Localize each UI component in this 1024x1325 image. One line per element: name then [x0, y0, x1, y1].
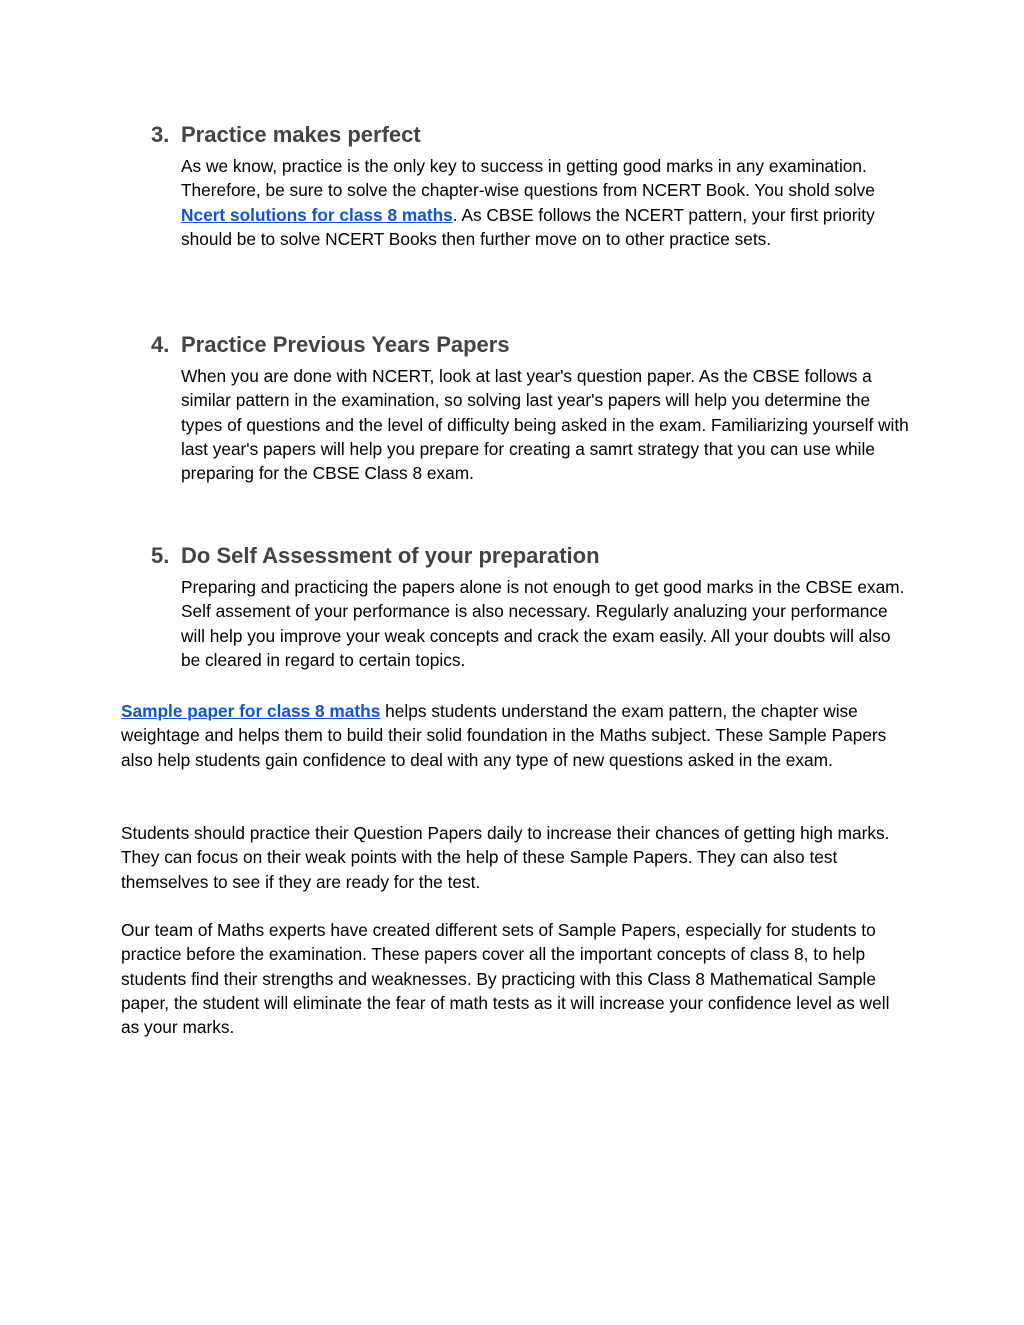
section-number: 3.: [151, 122, 170, 147]
section-heading: [121, 541, 921, 575]
paragraph-daily-practice: Students should practice their Question Papers daily to increase their chances of getting high marks. They can focus on their weak points with the help of these Sample Papers. They can also test themselves to see if they are ready for the test.: [121, 823, 890, 892]
body-text: As we know, practice is the only key to success in getting good marks in any examination. Therefore, be sure to solve the chapter-wise questions from NCERT Book. You shold solve: [181, 156, 875, 201]
section-title: Practice Previous Years Papers: [181, 332, 510, 357]
section-number: 4.: [151, 332, 170, 357]
section-heading: [121, 120, 921, 154]
section-body: Preparing and practicing the papers alone is not enough to get good marks in the CBSE exam. Self assement of your performance is also necessary. Regularly analuzing your performance will help you improve your weak concepts and crack the exam easily. All your doubts will also be cleared in regard to certain topics.: [181, 577, 905, 670]
section-title: Do Self Assessment of your preparation: [181, 543, 600, 568]
section-self-assessment: [121, 541, 921, 672]
section-practice-makes-perfect: [121, 120, 921, 251]
body-text: . As CBSE follows the NCERT pattern, your first priority should be to solve NCERT Books then further move on to other practice sets.: [181, 204, 875, 249]
section-heading: [121, 330, 921, 364]
section-body: When you are done with NCERT, look at last year's question paper. As the CBSE follows a similar pattern in the examination, so solving last year's papers will help you determine the types of questions and the level of difficulty being asked in the exam. Familiarizing yourself with last year's papers will help you prepare for creating a samrt strategy that you can use while preparing for the CBSE Class 8 exam.: [181, 366, 909, 484]
section-body: [181, 154, 911, 251]
sample-paper-link[interactable]: Sample paper for class 8 maths: [121, 701, 381, 721]
section-previous-years-papers: [121, 330, 921, 485]
paragraph-text: helps students understand the exam pattern, the chapter wise weightage and helps them to build their solid foundation in the Maths subject. These Sample Papers also help students gain confidence to deal with any type of new questions asked in the exam.: [121, 701, 887, 770]
section-title: Practice makes perfect: [181, 122, 421, 147]
paragraph-maths-experts: Our team of Maths experts have created different sets of Sample Papers, especially for students to practice before the examination. These papers cover all the important concepts of class 8, to help students find their strengths and weaknesses. By practicing with this Class 8 Mathematical Sample paper, the student will eliminate the fear of math tests as it will increase your confidence level as well as your marks.: [121, 920, 890, 1038]
ncert-solutions-link[interactable]: Ncert solutions for class 8 maths: [181, 204, 453, 225]
section-number: 5.: [151, 543, 170, 568]
paragraph-sample-paper: [121, 699, 911, 772]
